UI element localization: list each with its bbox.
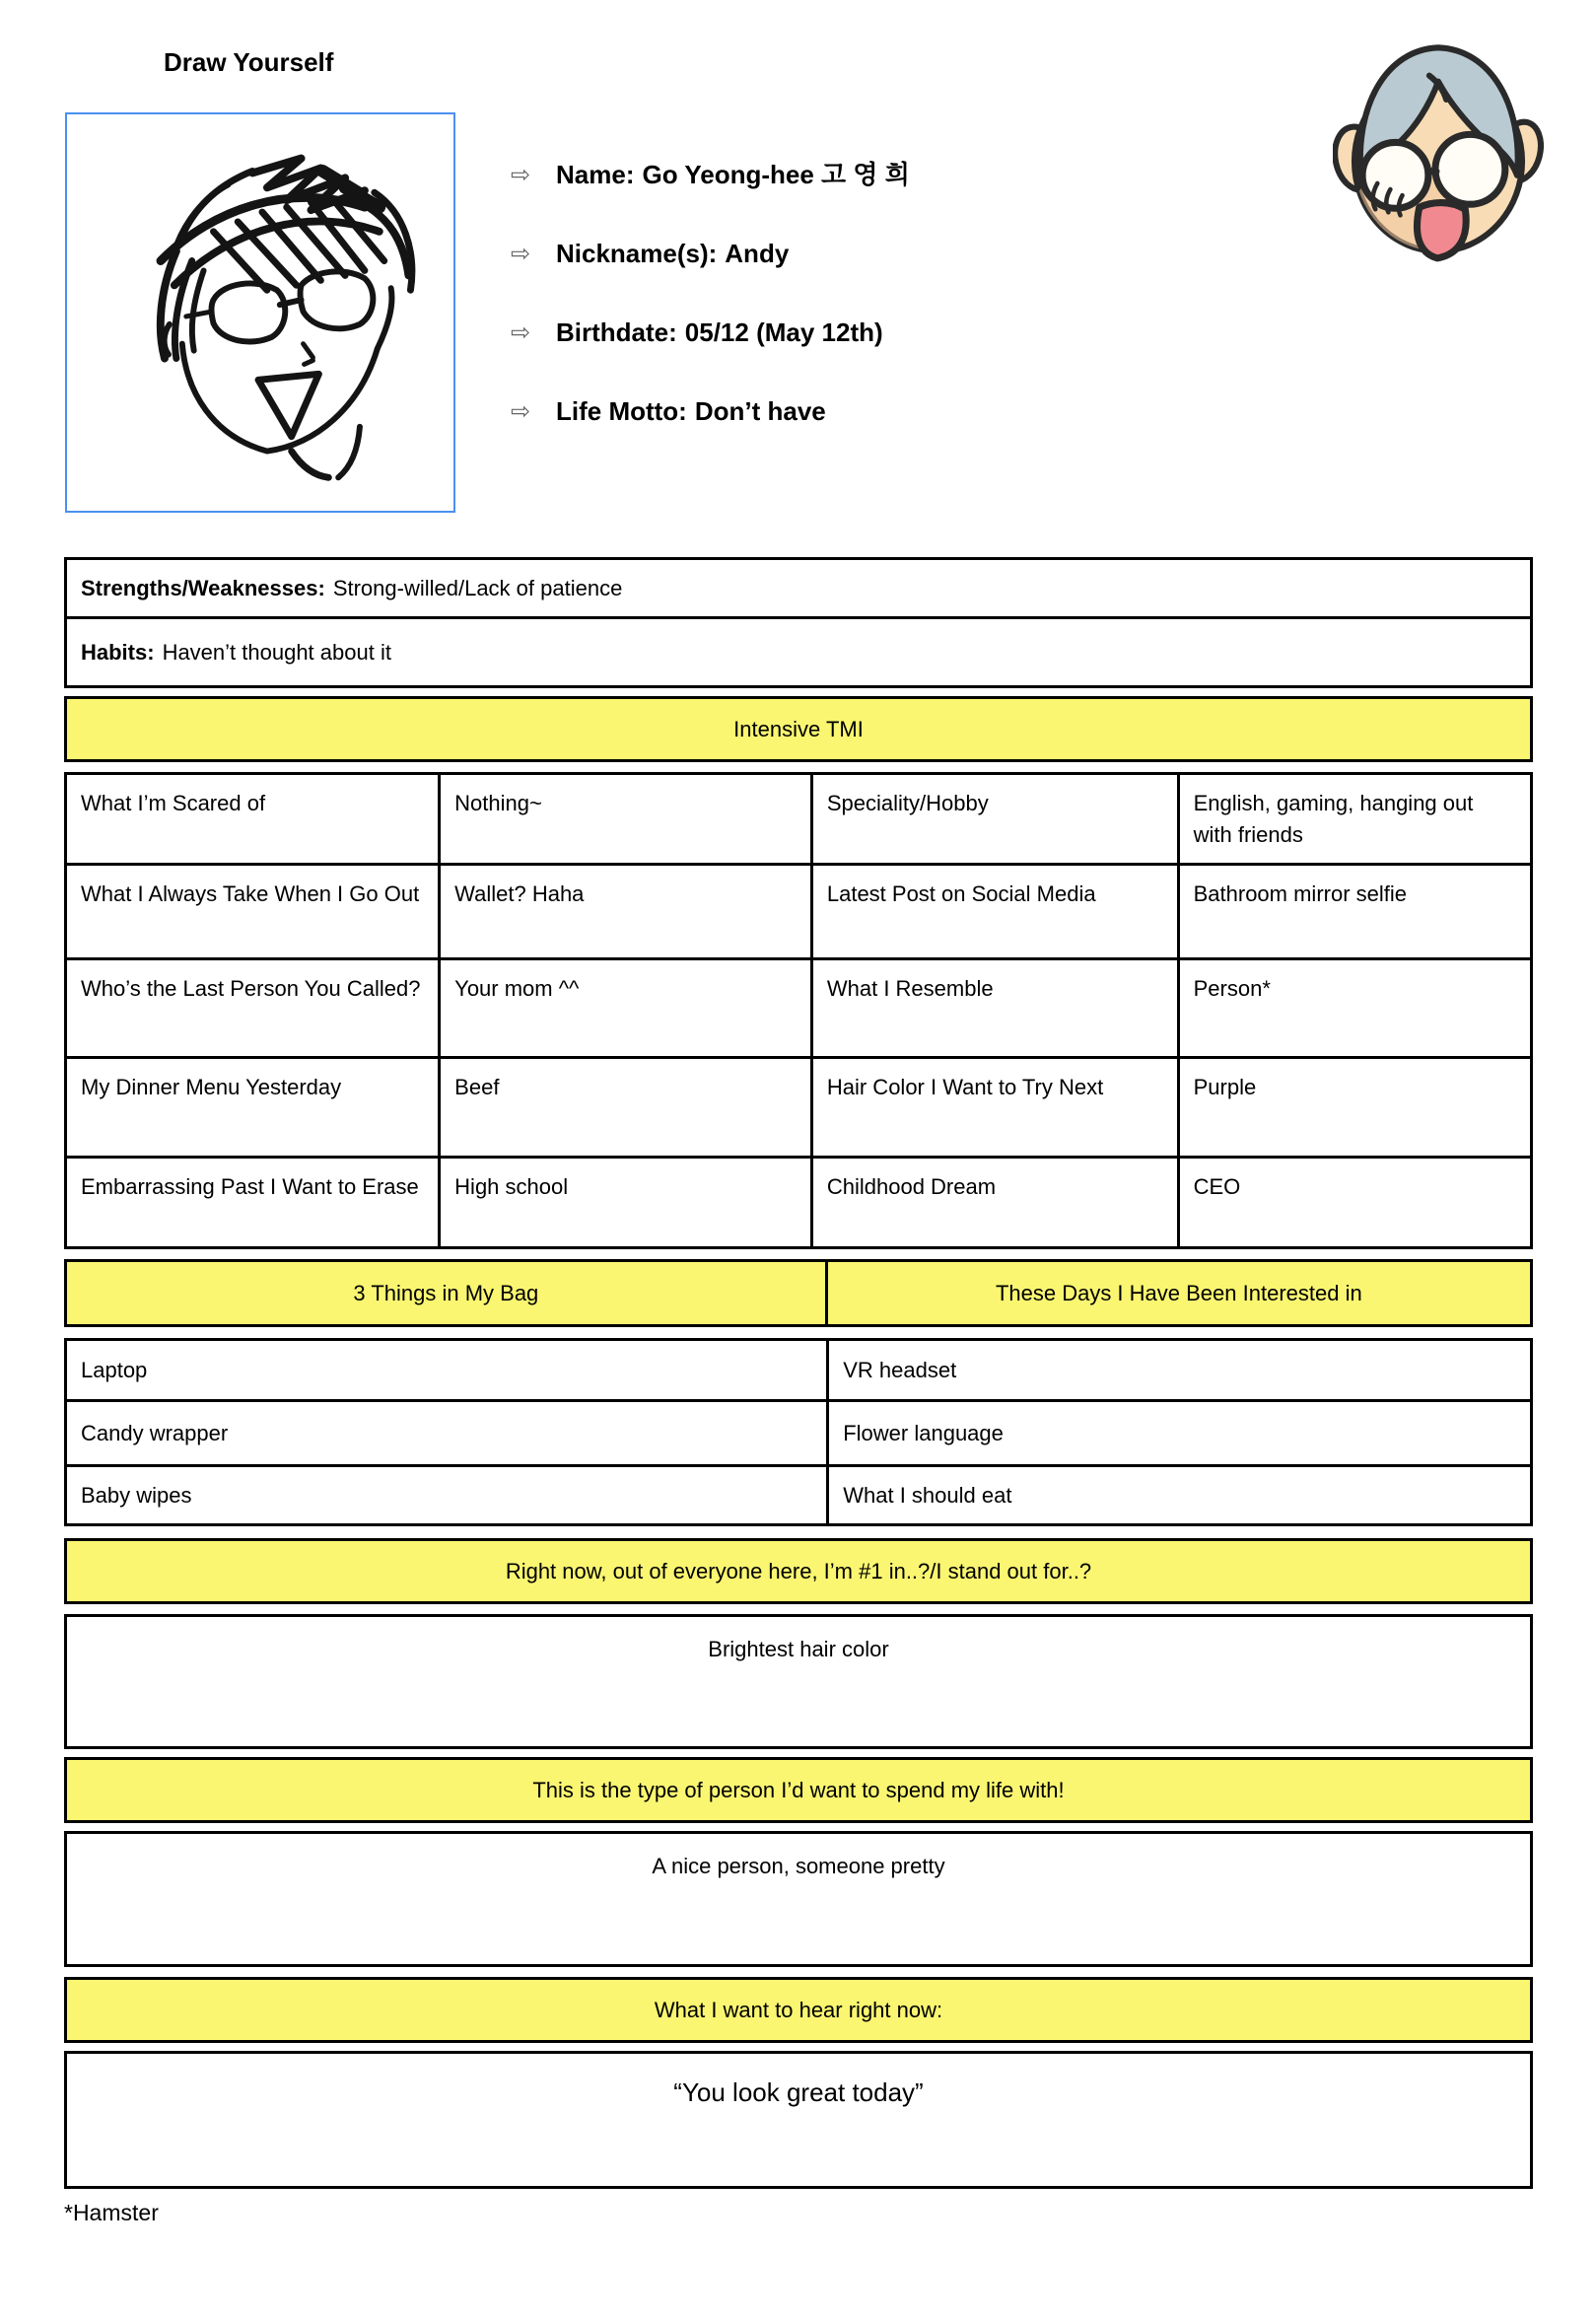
identity-label: Nickname(s): — [556, 239, 718, 268]
tmi-answer-cell: High school — [440, 1158, 812, 1248]
life-partner-answer: A nice person, someone pretty — [652, 1854, 945, 1878]
sketch-hair — [161, 159, 412, 359]
sketch-glasses — [186, 271, 374, 341]
trait-habits-cell — [66, 618, 1532, 687]
tmi-question-cell: Embarrassing Past I Want to Erase — [66, 1158, 440, 1248]
interest-item-cell: What I should eat — [828, 1466, 1532, 1525]
tmi-answer-cell: CEO — [1178, 1158, 1531, 1248]
standout-answer-box — [64, 1614, 1533, 1749]
tmi-banner-title: Intensive TMI — [733, 716, 864, 741]
bag-item-cell: Laptop — [66, 1340, 828, 1401]
trait-value: Haven’t thought about it — [162, 639, 391, 665]
tmi-question-cell: What I Resemble — [811, 959, 1178, 1058]
tmi-question-cell: What I Always Take When I Go Out — [66, 865, 440, 959]
tmi-answer-cell: Wallet? Haha — [440, 865, 812, 959]
table-row — [66, 618, 1532, 687]
life-partner-banner-title: This is the type of person I’d want to spend my life with! — [532, 1777, 1065, 1802]
self-portrait-sketch — [67, 114, 453, 511]
bag-interests-banner — [64, 1259, 1533, 1327]
identity-label: Name: — [556, 160, 635, 189]
standout-banner — [64, 1538, 1533, 1604]
arrow-bullet-icon: ⇨ — [511, 162, 531, 188]
bag-interests-table — [64, 1338, 1533, 1526]
identity-value: Go Yeong-hee 고 영 희 — [642, 160, 910, 189]
trait-strengths-cell — [66, 559, 1532, 618]
trait-value: Strong-willed/Lack of patience — [332, 575, 623, 600]
tmi-answer-cell: English, gaming, hanging out with friends — [1178, 774, 1531, 865]
identity-list — [511, 158, 910, 473]
identity-value: Don’t have — [694, 396, 826, 426]
identity-label: Birthdate: — [556, 317, 677, 347]
tmi-answer-cell: Bathroom mirror selfie — [1178, 865, 1531, 959]
tmi-question-cell: What I’m Scared of — [66, 774, 440, 865]
table-row — [66, 959, 1532, 1058]
interest-item-cell: VR headset — [828, 1340, 1532, 1401]
tmi-question-cell: Hair Color I Want to Try Next — [811, 1058, 1178, 1158]
page-title: Draw Yourself — [164, 47, 334, 77]
table-row — [66, 774, 1532, 865]
table-row — [66, 1158, 1532, 1248]
trait-label: Habits: — [81, 639, 155, 665]
identity-value: Andy — [725, 239, 790, 268]
tmi-answer-cell: Your mom ^^ — [440, 959, 812, 1058]
corner-character-illustration — [1333, 24, 1544, 268]
want-to-hear-answer-box — [64, 2051, 1533, 2189]
tmi-question-cell: Childhood Dream — [811, 1158, 1178, 1248]
want-to-hear-answer: “You look great today” — [673, 2077, 924, 2107]
self-portrait-box — [65, 112, 455, 513]
arrow-bullet-icon: ⇨ — [511, 398, 531, 425]
tmi-banner — [64, 696, 1533, 762]
arrow-bullet-icon: ⇨ — [511, 241, 531, 267]
tmi-question-cell: Who’s the Last Person You Called? — [66, 959, 440, 1058]
table-row — [66, 865, 1532, 959]
arrow-bullet-icon: ⇨ — [511, 319, 531, 346]
footnote: *Hamster — [64, 2200, 159, 2225]
tmi-question-cell: Speciality/Hobby — [811, 774, 1178, 865]
table-row — [66, 1058, 1532, 1158]
identity-value: 05/12 (May 12th) — [684, 317, 883, 347]
table-row — [66, 1340, 1532, 1401]
bag-banner-title: 3 Things in My Bag — [67, 1262, 828, 1324]
bag-item-cell: Baby wipes — [66, 1466, 828, 1525]
table-row — [66, 559, 1532, 618]
tmi-answer-cell: Person* — [1178, 959, 1531, 1058]
want-to-hear-banner — [64, 1977, 1533, 2043]
life-partner-answer-box — [64, 1831, 1533, 1967]
identity-item-name — [511, 158, 910, 237]
identity-item-nickname — [511, 237, 910, 316]
profile-form — [64, 557, 1533, 2226]
tmi-table — [64, 772, 1533, 1249]
tmi-question-cell: Latest Post on Social Media — [811, 865, 1178, 959]
standout-banner-title: Right now, out of everyone here, I’m #1 in..?/I stand out for..? — [505, 1558, 1092, 1583]
trait-label: Strengths/Weaknesses: — [81, 575, 325, 600]
tmi-answer-cell: Purple — [1178, 1058, 1531, 1158]
tmi-answer-cell: Beef — [440, 1058, 812, 1158]
table-row — [66, 1466, 1532, 1525]
interest-item-cell: Flower language — [828, 1401, 1532, 1466]
want-to-hear-banner-title: What I want to hear right now: — [654, 1997, 943, 2022]
bag-item-cell: Candy wrapper — [66, 1401, 828, 1466]
life-partner-banner — [64, 1757, 1533, 1823]
identity-label: Life Motto: — [556, 396, 687, 426]
tmi-answer-cell: Nothing~ — [440, 774, 812, 865]
standout-answer: Brightest hair color — [708, 1637, 889, 1661]
table-row — [66, 1401, 1532, 1466]
identity-item-birthdate — [511, 316, 910, 394]
traits-table — [64, 557, 1533, 688]
identity-item-motto — [511, 394, 910, 473]
tmi-question-cell: My Dinner Menu Yesterday — [66, 1058, 440, 1158]
cartoon-mouth — [1417, 203, 1466, 258]
interests-banner-title: These Days I Have Been Interested in — [995, 1280, 1362, 1305]
